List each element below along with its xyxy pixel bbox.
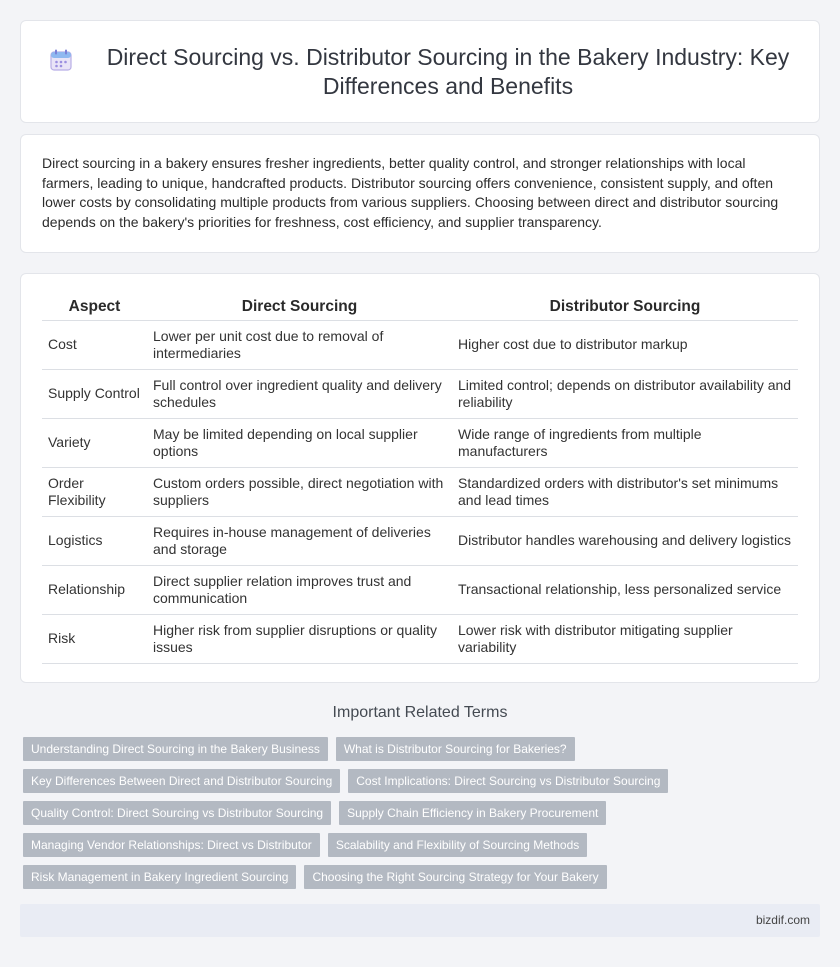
related-term-link[interactable]: What is Distributor Sourcing for Bakeries? (336, 737, 575, 761)
related-term-link[interactable]: Key Differences Between Direct and Distributor Sourcing (23, 769, 340, 793)
table-row (42, 321, 798, 370)
page-title: Direct Sourcing vs. Distributor Sourcing in the Bakery Industry: Key Differences and Benefits (106, 44, 790, 99)
cell-distributor: Limited control; depends on distributor availability and reliability (452, 370, 798, 419)
cell-aspect: Logistics (42, 517, 147, 566)
cell-aspect: Risk (42, 615, 147, 664)
cell-distributor: Standardized orders with distributor's set minimums and lead times (452, 468, 798, 517)
cell-direct: Requires in-house management of deliveries and storage (147, 517, 452, 566)
table-row (42, 370, 798, 419)
related-term-link[interactable]: Scalability and Flexibility of Sourcing Methods (328, 833, 587, 857)
table-row (42, 468, 798, 517)
cell-distributor: Lower risk with distributor mitigating supplier variability (452, 615, 798, 664)
table-row (42, 566, 798, 615)
tag-row (23, 737, 823, 761)
cell-aspect: Variety (42, 419, 147, 468)
cell-direct: May be limited depending on local supplier options (147, 419, 452, 468)
cell-direct: Custom orders possible, direct negotiation with suppliers (147, 468, 452, 517)
tag-row (23, 801, 823, 825)
footer (20, 904, 820, 937)
footer-site-link[interactable]: bizdif.com (755, 913, 810, 927)
table-row (42, 419, 798, 468)
related-terms-heading: Important Related Terms (332, 704, 508, 721)
intro-card (20, 134, 820, 253)
cell-aspect: Order Flexibility (42, 468, 147, 517)
intro-paragraph: Direct sourcing in a bakery ensures fresher ingredients, better quality control, and stronger relationships with local farmers, leading to unique, handcrafted products. Distributor sourcing offers convenience, consistent supply, and often lower costs by consolidating multiple products from various suppliers. Choosing between direct and distributor sourcing depends on the bakery's priorities for freshness, cost efficiency, and supplier transparency. (42, 155, 779, 230)
table-header-row (42, 296, 798, 321)
header-distributor: Distributor Sourcing (452, 296, 798, 321)
cell-aspect: Relationship (42, 566, 147, 615)
header-aspect: Aspect (42, 296, 147, 321)
table-row (42, 517, 798, 566)
comparison-card (20, 273, 820, 683)
related-term-link[interactable]: Cost Implications: Direct Sourcing vs Distributor Sourcing (348, 769, 668, 793)
comparison-table (42, 296, 798, 664)
cell-direct: Full control over ingredient quality and delivery schedules (147, 370, 452, 419)
cell-distributor: Distributor handles warehousing and delivery logistics (452, 517, 798, 566)
related-term-link[interactable]: Understanding Direct Sourcing in the Bakery Business (23, 737, 328, 761)
table-row (42, 615, 798, 664)
header-direct: Direct Sourcing (147, 296, 452, 321)
cell-aspect: Supply Control (42, 370, 147, 419)
cell-direct: Higher risk from supplier disruptions or quality issues (147, 615, 452, 664)
tag-row (23, 833, 823, 857)
cell-distributor: Higher cost due to distributor markup (452, 321, 798, 370)
title-card (20, 20, 820, 123)
related-term-link[interactable]: Managing Vendor Relationships: Direct vs Distributor (23, 833, 320, 857)
cell-distributor: Transactional relationship, less personalized service (452, 566, 798, 615)
related-term-link[interactable]: Choosing the Right Sourcing Strategy for Your Bakery (304, 865, 606, 889)
related-term-link[interactable]: Quality Control: Direct Sourcing vs Distributor Sourcing (23, 801, 331, 825)
related-term-link[interactable]: Supply Chain Efficiency in Bakery Procurement (339, 801, 606, 825)
tag-row (23, 769, 823, 793)
cell-distributor: Wide range of ingredients from multiple manufacturers (452, 419, 798, 468)
cell-direct: Lower per unit cost due to removal of intermediaries (147, 321, 452, 370)
cell-aspect: Cost (42, 321, 147, 370)
cell-direct: Direct supplier relation improves trust and communication (147, 566, 452, 615)
related-term-link[interactable]: Risk Management in Bakery Ingredient Sourcing (23, 865, 296, 889)
tag-row (23, 865, 823, 889)
related-terms-list (23, 737, 823, 897)
